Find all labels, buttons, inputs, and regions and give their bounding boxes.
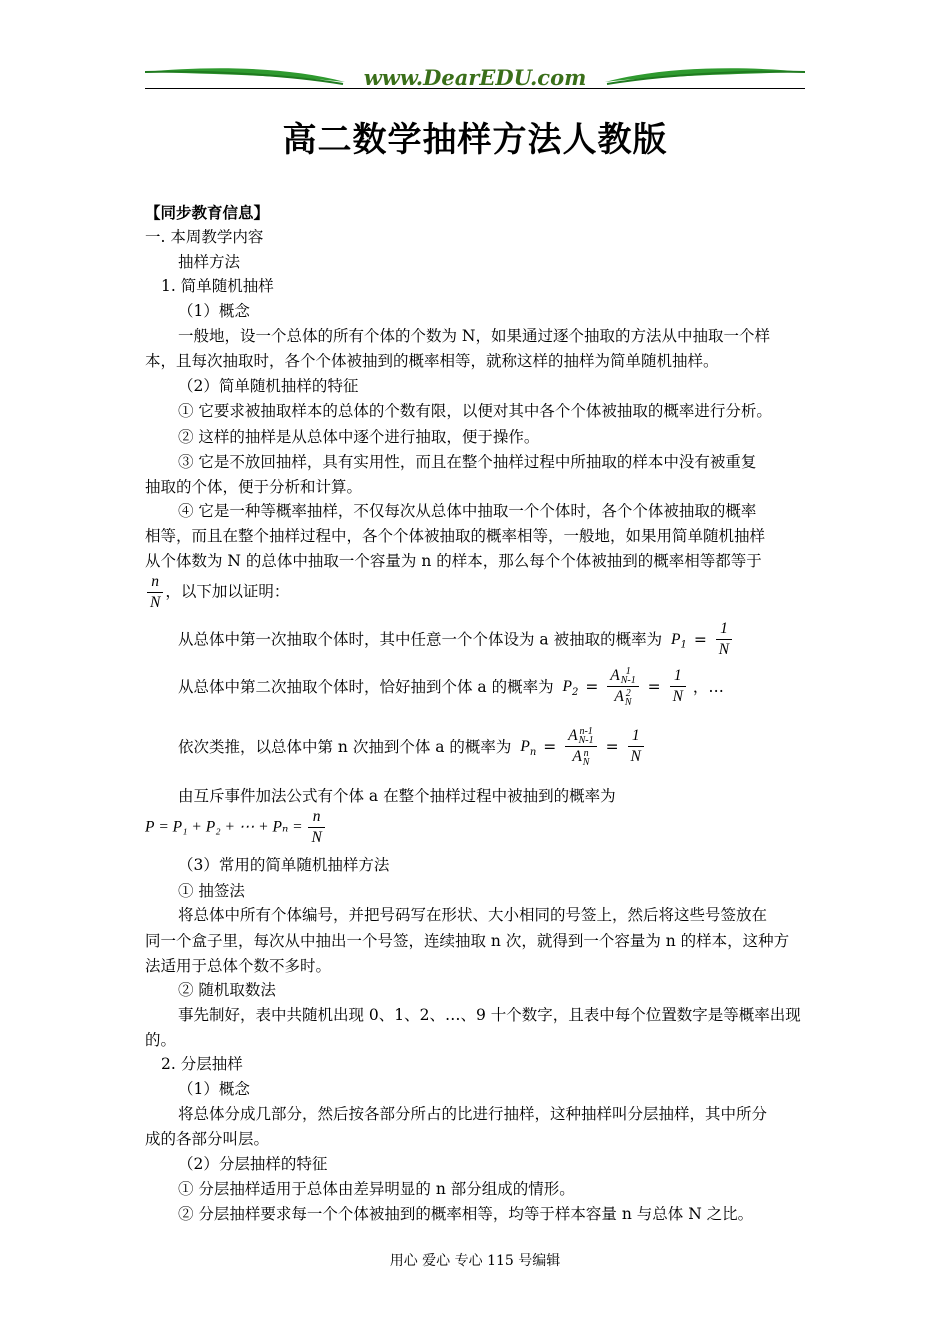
text-line: 一般地，设一个总体的所有个体的个数为 N，如果通过逐个抽取的方法从中抽取一个样: [178, 327, 770, 345]
text-line: 事先制好，表中共随机出现 0、1、2、…、9 十个数字，且表中每个位置数字是等概率出现: [178, 1006, 801, 1024]
site-logo-banner: [145, 58, 805, 98]
text-line: （1）概念: [178, 302, 250, 320]
text-line: 由互斥事件加法公式有个体 a 在整个抽样过程中被抽到的概率为: [178, 787, 616, 805]
text-line: ② 随机取数法: [178, 981, 276, 999]
text-line: ③ 它是不放回抽样，具有实用性，而且在整个抽样过程中所抽取的样本中没有被重复: [178, 453, 757, 471]
fraction-1-over-N: $\frac{1}{N}$: [628, 727, 644, 766]
fraction-A-ratio-n: A n-1 N-1 A n N: [565, 727, 596, 767]
fraction-n-over-N: $\frac{n}{N}$: [308, 808, 324, 847]
text-line: 法适用于总体个数不多时。: [145, 957, 332, 975]
fraction-A-ratio: A 1 N-1 A 2 N: [607, 667, 638, 707]
text-line: 1. 简单随机抽样: [161, 277, 274, 295]
formula-line: $\frac{n}{N}$ ，以下加以证明：: [145, 573, 289, 612]
text-line: ② 这样的抽样是从总体中逐个进行抽取，便于操作。: [178, 428, 540, 446]
page-title: 高二数学抽样方法人教版: [282, 120, 668, 160]
fraction-1-over-N: $\frac{1}{N}$: [716, 620, 732, 659]
text-line: 成的各部分叫层。: [145, 1130, 270, 1148]
text-line: ① 抽签法: [178, 882, 245, 900]
formula-line: 从总体中第一次抽取个体时，其中任意一个个体设为 a 被抽取的概率为 $P_1$ = $\frac{1}{N}$: [178, 620, 734, 659]
text-line: 一. 本周教学内容: [145, 228, 264, 246]
section-heading: 【同步教育信息】: [145, 203, 270, 222]
text-line: 将总体分成几部分，然后按各部分所占的比进行抽样，这种抽样叫分层抽样，其中所分: [178, 1105, 768, 1123]
text-line: ① 它要求被抽取样本的总体的个数有限，以便对其中各个个体被抽取的概率进行分析。: [178, 402, 772, 420]
text-line: ① 分层抽样适用于总体由差异明显的 n 部分组成的情形。: [178, 1180, 575, 1198]
formula-line: P = P₁ + P₂ + ⋯ + Pₙ = $\frac{n}{N}$: [145, 808, 327, 847]
text-line: （3）常用的简单随机抽样方法: [178, 856, 390, 874]
text-line: 从个体数为 N 的总体中抽取一个容量为 n 的样本，那么每个个体被抽到的概率相等都等于: [145, 552, 762, 570]
text-line: 相等，而且在整个抽样过程中，各个个体被抽取的概率相等，一般地，如果用简单随机抽样: [145, 527, 766, 545]
text-line: 抽取的个体，便于分析和计算。: [145, 478, 363, 496]
fraction-1-over-N: $\frac{1}{N}$: [670, 667, 686, 706]
formula-line: 从总体中第二次抽取个体时，恰好抽到个体 a 的概率为 $P_2$ = A 1 N-1 A 2 N = $\frac{1}{N}$ ，…: [178, 666, 724, 708]
text-line: 抽样方法: [178, 253, 241, 271]
text-line: （2）简单随机抽样的特征: [178, 377, 359, 395]
fraction-n-over-N: $\frac{n}{N}$: [147, 573, 163, 612]
formula-line: 依次类推，以总体中第 n 次抽到个体 a 的概率为 $P_n$ = A n-1 N-1 A n N = $\frac{1}{N}$: [178, 727, 646, 767]
text-line: ② 分层抽样要求每一个个体被抽到的概率相等，均等于样本容量 n 与总体 N 之比。: [178, 1205, 754, 1223]
text-line: 同一个盒子里，每次从中抽出一个号签，连续抽取 n 次，就得到一个容量为 n 的样本，这种方: [145, 932, 790, 950]
text-line: 2. 分层抽样: [161, 1055, 243, 1073]
text-line: 将总体中所有个体编号，并把号码写在形状、大小相同的号签上，然后将这些号签放在: [178, 906, 768, 924]
text-line: ④ 它是一种等概率抽样，不仅每次从总体中抽取一个个体时，各个个体被抽取的概率: [178, 502, 757, 520]
text-line: （1）概念: [178, 1080, 250, 1098]
header-rule: [145, 88, 805, 89]
text-line: （2）分层抽样的特征: [178, 1155, 328, 1173]
text-line: 的。: [145, 1031, 177, 1049]
page-footer: 用心 爱心 专心 115 号编辑: [389, 1253, 561, 1269]
text-line: 本，且每次抽取时，各个个体被抽到的概率相等，就称这样的抽样为简单随机抽样。: [145, 352, 719, 370]
site-url: www.DearEDU.com: [363, 65, 587, 90]
